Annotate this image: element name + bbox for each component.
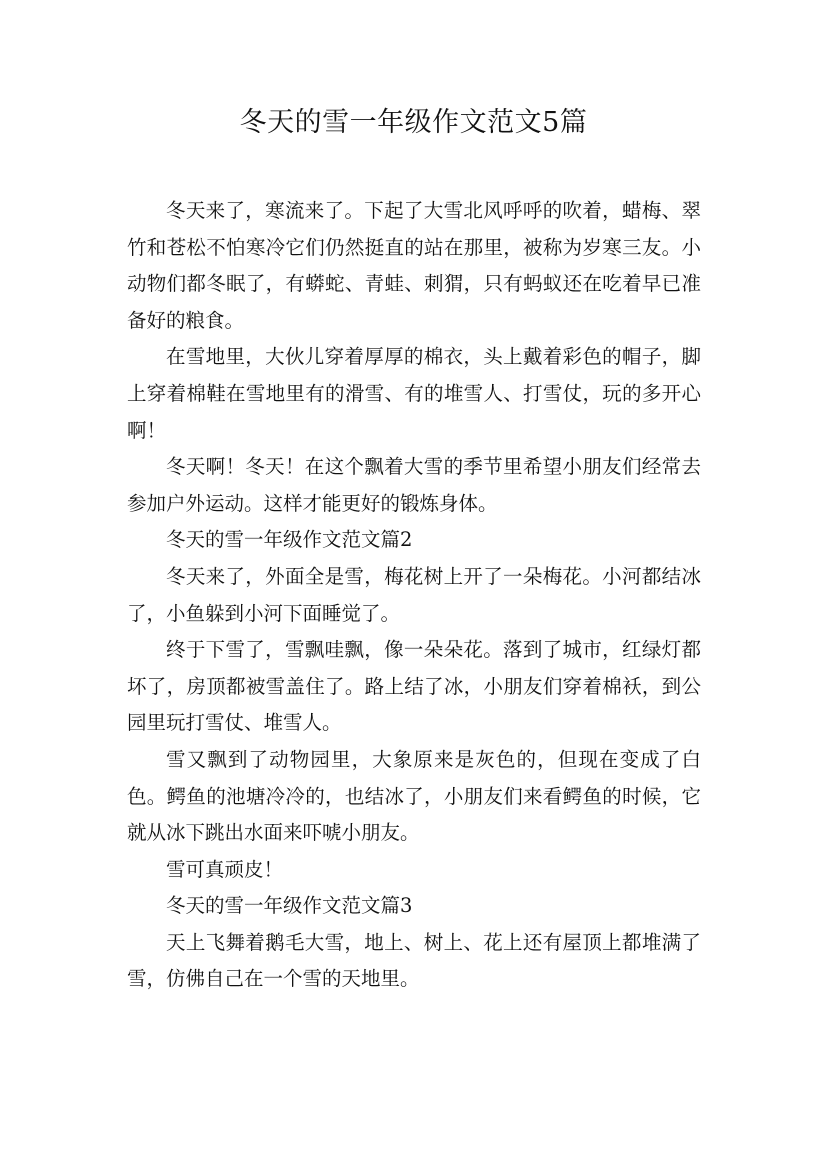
paragraph: 在雪地里，大伙儿穿着厚厚的棉衣，头上戴着彩色的帽子，脚上穿着棉鞋在雪地里有的滑雪、有的堆雪人、打雪仗，玩的多开心啊！ bbox=[127, 345, 701, 442]
paragraph: 冬天来了，寒流来了。下起了大雪北风呼呼的吹着，蜡梅、翠竹和苍松不怕寒冷它们仍然挺直的站在那里，被称为岁寒三友。小动物们都冬眠了，有蟒蛇、青蛙、刺猬，只有蚂蚁还在吃着早已准备好的粮食。 bbox=[127, 199, 701, 332]
section-heading: 冬天的雪一年级作文范文篇2 bbox=[166, 528, 413, 552]
paragraph: 终于下雪了，雪飘哇飘，像一朵朵花。落到了城市，红绿灯都坏了，房顶都被雪盖住了。路上结了冰，小朋友们穿着棉袄，到公园里玩打雪仗、堆雪人。 bbox=[127, 638, 701, 735]
paragraph: 天上飞舞着鹅毛大雪，地上、树上、花上还有屋顶上都堆满了雪，仿佛自己在一个雪的天地里。 bbox=[127, 930, 701, 991]
paragraph: 冬天啊！冬天！在这个飘着大雪的季节里希望小朋友们经常去参加户外运动。这样才能更好的锻炼身体。 bbox=[127, 455, 701, 515]
section-heading: 冬天的雪一年级作文范文篇3 bbox=[166, 894, 413, 918]
document-body bbox=[127, 193, 701, 998]
document-title: 冬天的雪一年级作文范文5篇 bbox=[239, 107, 588, 138]
paragraph: 雪可真顽皮！ bbox=[166, 857, 284, 881]
paragraph: 冬天来了，外面全是雪，梅花树上开了一朵梅花。小河都结冰了，小鱼躲到小河下面睡觉了。 bbox=[127, 564, 701, 625]
paragraph: 雪又飘到了动物园里，大象原来是灰色的，但现在变成了白色。鳄鱼的池塘冷冷的，也结冰了，小朋友们来看鳄鱼的时候，它就从冰下跳出水面来吓唬小朋友。 bbox=[127, 747, 701, 845]
